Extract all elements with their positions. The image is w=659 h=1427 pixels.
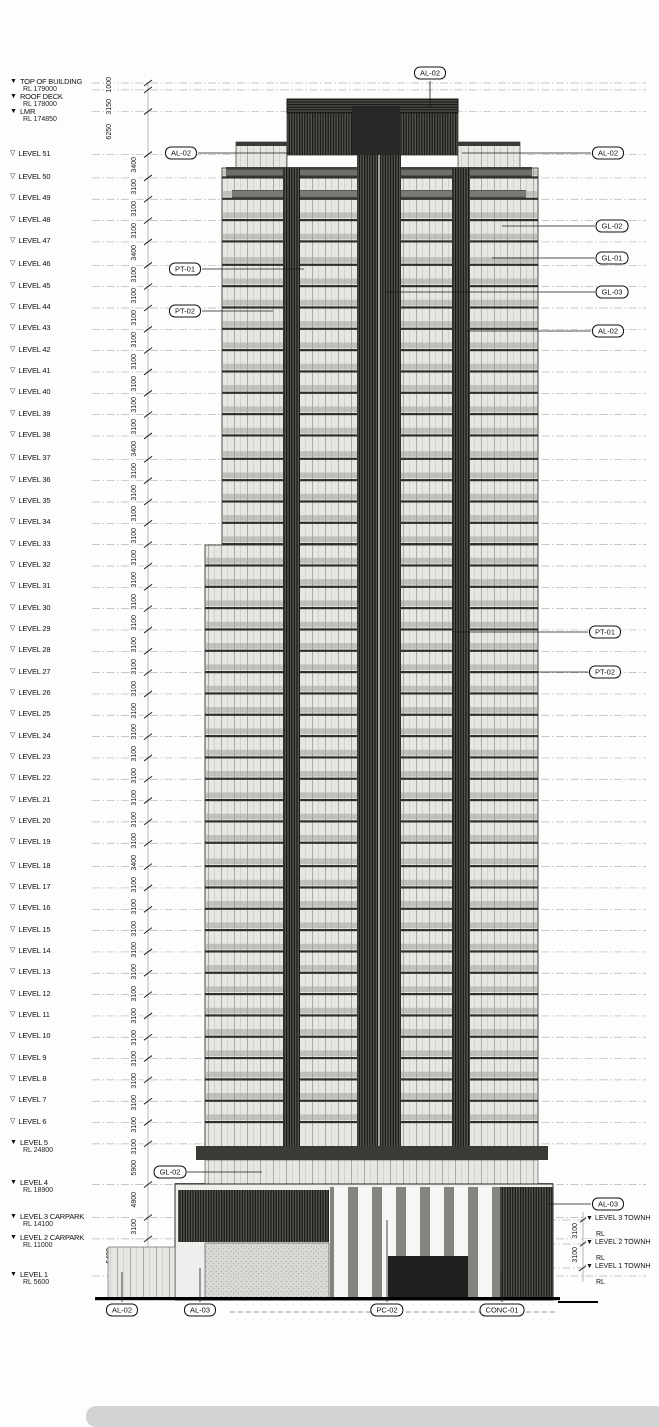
dimension-label: 3100 [131,680,138,697]
level-rl-value: RL 11000 [22,1241,53,1249]
dimension-label: 3100 [131,462,138,479]
dimension-label: 3100 [131,353,138,370]
dimension-label: 5900 [131,1160,138,1176]
level-label: LEVEL 32 [18,559,51,569]
level-triangle-icon: ▼ [10,1233,17,1241]
dimension-label: 1000 [106,77,113,93]
horizontal-scrollbar[interactable] [86,1406,659,1427]
townhouse-rl-value: RL [596,1279,605,1286]
callout-tag-al-02: AL-02 [165,147,197,160]
townhouse-level-label: LEVEL 2 TOWNH [594,1239,651,1246]
level-triangle-icon: ▽ [10,968,16,976]
dimension-label: 3100 [131,942,138,958]
dimension-label: 3100 [131,702,138,719]
level-triangle-icon: ▽ [10,795,16,803]
dimension-label: 3100 [131,920,138,937]
callout-tag-pt-01: PT-01 [169,263,201,276]
dimension-label: 3100 [131,898,138,915]
level-triangle-icon: ▽ [10,345,16,353]
level-triangle-icon: ▽ [10,838,16,846]
level-triangle-icon: ▽ [10,302,16,310]
dimension-label: 3100 [131,746,138,762]
level-label: LEVEL 30 [18,602,51,612]
dimension-label: 3100 [131,179,138,195]
level-triangle-icon: ▼ [586,1215,593,1222]
level-triangle-icon: ▽ [10,603,16,611]
dimension-label: 3400 [131,156,138,173]
level-label: LEVEL 1 [19,1269,48,1279]
level-triangle-icon: ▽ [10,710,16,718]
dimension-label: 6250 [106,123,113,140]
dimension-label: 3100 [131,637,138,653]
callout-tag-al-02: AL-02 [106,1304,138,1317]
level-triangle-icon: ▼ [10,1270,17,1278]
level-triangle-icon: ▽ [10,215,16,223]
level-label: LEVEL 33 [18,538,51,548]
level-triangle-icon: ▽ [10,752,16,760]
level-label: LEVEL 14 [18,945,51,955]
dimension-label: 3100 [131,397,138,413]
dimension-label: 3100 [131,375,138,392]
level-label: LEVEL 26 [18,687,51,697]
callout-tag-pt-02: PT-02 [169,305,201,318]
level-label: LEVEL 37 [18,453,51,463]
dimension-label: 3100 [131,1073,138,1089]
level-triangle-icon: ▼ [10,93,17,100]
level-triangle-icon: ▽ [10,667,16,675]
level-label: LEVEL 8 [18,1073,47,1083]
dimension-label: 3100 [131,1029,138,1046]
level-label: LEVEL 47 [18,235,51,245]
level-triangle-icon: ▽ [10,1053,16,1061]
level-label: LEVEL 22 [18,773,51,783]
level-triangle-icon: ▽ [10,388,16,396]
level-triangle-icon: ▽ [10,236,16,244]
level-label: LEVEL 5 [19,1137,48,1147]
level-triangle-icon: ▼ [10,78,17,85]
dimension-label: 4800 [131,1191,138,1208]
dimension-label: 3100 [572,1247,579,1263]
level-label: LEVEL 11 [18,1009,50,1019]
level-rl-value: RL 179000 [22,86,57,93]
dimension-label: 3100 [131,571,138,588]
level-triangle-icon: ▽ [10,731,16,739]
level-label: LEVEL 10 [18,1031,51,1041]
level-label: LEVEL 6 [18,1116,47,1126]
callout-tag-al-03: AL-03 [592,1198,624,1211]
level-label: LEVEL 31 [18,581,51,591]
level-label: TOP OF BUILDING [19,77,83,86]
callout-tag-gl-02: GL-02 [596,220,629,233]
level-label: LEVEL 18 [18,860,51,870]
level-triangle-icon: ▽ [10,925,16,933]
dimension-label: 3100 [131,1116,138,1133]
level-label: LEVEL 43 [18,323,51,333]
callout-tag-al-02: AL-02 [592,147,624,160]
level-triangle-icon: ▽ [10,582,16,590]
level-label: LEVEL 42 [18,344,51,354]
level-triangle-icon: ▼ [586,1239,593,1246]
level-triangle-icon: ▼ [586,1263,593,1270]
level-label: LEVEL 44 [18,301,51,311]
level-label: LEVEL 13 [18,967,51,977]
level-triangle-icon: ▼ [10,1179,17,1187]
level-label: LEVEL 41 [18,365,51,375]
level-triangle-icon: ▼ [10,1212,17,1220]
level-label: LEVEL 20 [18,815,51,825]
level-triangle-icon: ▽ [10,1032,16,1040]
level-label: LEVEL 51 [18,148,51,158]
dimension-label: 3100 [131,1051,138,1067]
level-triangle-icon: ▽ [10,1117,16,1125]
level-label: ROOF DECK [19,92,63,101]
level-triangle-icon: ▽ [10,539,16,547]
level-label: LEVEL 25 [18,709,51,719]
level-rl-value: RL 174850 [22,116,57,123]
dimension-label: 3100 [131,1138,138,1155]
dimension-label: 3400 [131,855,138,871]
callout-tag-conc-01: CONC-01 [480,1304,525,1317]
level-label: LEVEL 24 [18,730,51,740]
dimension-label: 3100 [572,1223,579,1239]
callout-tag-al-02: AL-02 [414,67,446,80]
dimension-label: 3100 [131,985,138,1002]
callout-tag-al-03: AL-03 [184,1304,216,1317]
level-label: LEVEL 15 [18,924,51,934]
dimension-label: 3100 [131,964,138,980]
level-triangle-icon: ▽ [10,946,16,954]
level-rl-value: RL 14100 [22,1220,54,1228]
callout-tag-gl-03: GL-03 [596,286,629,299]
dimension-label: 3100 [131,1094,138,1111]
level-triangle-icon: ▽ [10,624,16,632]
level-rl-value: RL 5600 [22,1278,50,1286]
dimension-label: 3100 [131,288,138,304]
level-label: LEVEL 38 [18,429,51,439]
level-label: LMR [19,107,36,116]
level-label: LEVEL 48 [18,214,51,224]
level-triangle-icon: ▽ [10,904,16,912]
level-label: LEVEL 16 [18,903,51,913]
townhouse-level-label: LEVEL 3 TOWNH [594,1215,651,1222]
level-label: LEVEL 27 [18,666,51,676]
level-triangle-icon: ▽ [10,1010,16,1018]
level-triangle-icon: ▽ [10,518,16,526]
callout-tag-pc-02: PC-02 [370,1304,403,1317]
level-triangle-icon: ▽ [10,172,16,180]
dimension-label: 3100 [131,419,138,435]
level-label: LEVEL 34 [18,517,51,527]
dimension-label: 3100 [131,615,138,631]
dimension-label: 3100 [131,593,138,610]
townhouse-rl-value: RL [596,1255,605,1262]
dimension-label: 3100 [131,789,138,806]
level-triangle-icon: ▽ [10,1074,16,1082]
callout-tag-pt-01: PT-01 [589,626,621,639]
level-triangle-icon: ▽ [10,260,16,268]
level-label: LEVEL 35 [18,495,51,505]
dimension-label: 3100 [131,724,138,740]
level-label: LEVEL 23 [18,751,51,761]
level-label: LEVEL 17 [18,881,51,891]
dimension-label: 3100 [131,658,138,675]
dimension-label: 3100 [131,310,138,326]
dimension-label: 3100 [131,767,138,784]
level-triangle-icon: ▽ [10,646,16,654]
level-label: LEVEL 39 [18,408,51,418]
level-triangle-icon: ▽ [10,324,16,332]
level-label: LEVEL 36 [18,474,51,484]
level-triangle-icon: ▽ [10,194,16,202]
dimension-label: 3100 [131,833,138,849]
dimension-label: 3100 [131,201,138,217]
level-triangle-icon: ▽ [10,366,16,374]
level-triangle-icon: ▽ [10,989,16,997]
level-triangle-icon: ▽ [10,688,16,696]
dimension-label: 3400 [131,244,138,261]
level-label: LEVEL 45 [18,280,51,290]
level-label: LEVEL 46 [18,259,51,269]
level-rl-value: RL 18900 [22,1187,54,1195]
level-label: LEVEL 50 [18,171,51,181]
level-triangle-icon: ▽ [10,882,16,890]
dimension-label: 3100 [131,506,138,522]
level-triangle-icon: ▽ [10,496,16,504]
level-triangle-icon: ▽ [10,149,16,157]
dimension-label: 3100 [131,1007,138,1024]
dimension-label: 3100 [131,549,138,566]
dimension-label: 3100 [131,484,138,501]
level-triangle-icon: ▽ [10,409,16,417]
callout-tag-al-02: AL-02 [592,325,624,338]
level-triangle-icon: ▽ [10,816,16,824]
level-label: LEVEL 40 [18,387,51,397]
level-triangle-icon: ▽ [10,861,16,869]
dimension-label: 3100 [131,266,138,283]
level-triangle-icon: ▽ [10,1096,16,1104]
dimension-label: 3100 [131,1218,138,1235]
level-rl-value: RL 24800 [22,1146,54,1154]
dimension-label: 3100 [131,222,138,239]
level-triangle-icon: ▼ [10,1138,17,1146]
level-label: LEVEL 2 CARPARK [19,1232,85,1242]
level-label: LEVEL 4 [19,1178,48,1188]
dimension-label: 3400 [131,440,138,457]
callout-tag-gl-01: GL-01 [596,252,629,265]
dimension-label: 3100 [131,528,138,544]
level-triangle-icon: ▽ [10,430,16,438]
level-rl-value: RL 178000 [22,101,57,108]
callout-tag-pt-02: PT-02 [589,666,621,679]
level-triangle-icon: ▽ [10,774,16,782]
level-label: LEVEL 19 [18,837,51,847]
level-label: LEVEL 7 [18,1095,47,1105]
townhouse-rl-value: RL [596,1231,605,1238]
callout-tag-gl-02: GL-02 [154,1166,187,1179]
level-label: LEVEL 29 [18,623,51,633]
dimension-label: 3100 [131,876,138,893]
level-triangle-icon: ▽ [10,475,16,483]
level-label: LEVEL 9 [18,1052,47,1062]
dimension-label: 3100 [131,331,138,348]
level-triangle-icon: ▼ [10,108,17,115]
level-label: LEVEL 21 [18,794,51,804]
level-triangle-icon: ▽ [10,454,16,462]
townhouse-level-label: LEVEL 1 TOWNH [594,1263,651,1270]
level-label: LEVEL 12 [18,988,51,998]
level-label: LEVEL 28 [18,645,51,655]
level-triangle-icon: ▽ [10,281,16,289]
level-triangle-icon: ▽ [10,560,16,568]
level-label: LEVEL 49 [18,193,51,203]
level-label: LEVEL 3 CARPARK [19,1211,85,1221]
dimension-label: 3100 [131,811,138,828]
dimension-label: 3150 [106,98,113,115]
